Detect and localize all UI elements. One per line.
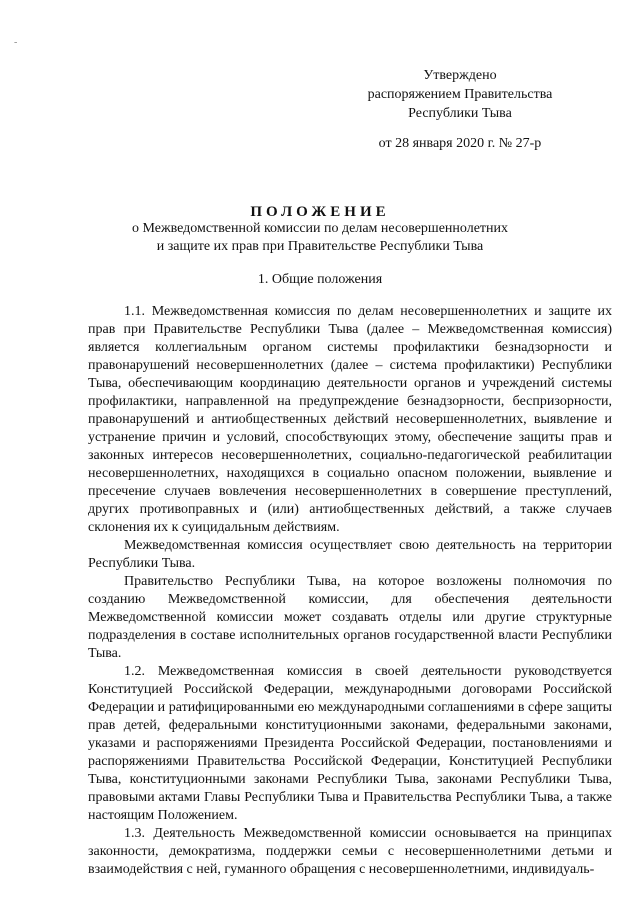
paragraph: 1.1. Межведомственная комиссия по делам несовершеннолетних и защите их прав при Правительстве Республики Тыва (далее – Межведомственная комиссия) является коллегиальным органом системы профилактики безнадзорности и правонарушений несовершеннолетних (далее – система профилактики) Республики Тыва, обеспечивающим координацию деятельности органов и учреждений системы профилактики, направленной на предупреждение безнадзорности, беспризорности, правонарушений и антиобщественных действий несовершеннолетних, выявление и устранение причин и условий, способствующих этому, обеспечение защиты прав и законных интересов несовершеннолетних, социально-педагогической реабилитации несовершеннолетних, находящихся в социально опасном положении, выявление и пресечение случаев вовлечения несовершеннолетних в совершение преступлений, других противоправных и (или) антиобщественных действий, а также случаев склонения их к суицидальным действиям.	[88, 304, 612, 535]
subtitle-line-1: о Межведомственной комиссии по делам несовершеннолетних	[131, 221, 509, 236]
paragraph: 1.3. Деятельность Межведомственной комиссии основывается на принципах законности, демократизма, поддержки семьи с несовершеннолетними детьми и взаимодействия с ней, гуманного обращения с несовершеннолетними, индивидуаль-	[88, 826, 612, 877]
approval-line-3: Республики Тыва	[408, 106, 512, 121]
document-body	[88, 303, 612, 879]
approval-block	[330, 66, 590, 153]
document-subtitle	[0, 220, 640, 256]
document-title: ПОЛОЖЕНИЕ	[250, 204, 390, 220]
paragraph: Правительство Республики Тыва, на которое возложены полномочия по созданию Межведомственной комиссии, для обеспечения деятельности Межведомственной комиссии может создавать отделы или другие структурные подразделения в составе исполнительных органов государственной власти Республики Тыва.	[88, 574, 612, 661]
paragraph: 1.2. Межведомственная комиссия в своей деятельности руководствуется Конституцией Российской Федерации, международными договорами Российской Федерации и ратифицированными ею международными соглашениями в сфере защиты прав детей, федеральными конституционными законами, федеральными законами, указами и распоряжениями Президента Российской Федерации, постановлениями и распоряжениями Правительства Российской Федерации, Конституцией Республики Тыва, конституционными законами Республики Тыва, законами Республики Тыва, правовыми актами Главы Республики Тыва и Правительства Республики Тыва, а также настоящим Положением.	[88, 664, 612, 823]
approval-date: от 28 января 2020 г. № 27-р	[378, 136, 542, 151]
approval-line-2: распоряжением Правительства	[367, 87, 553, 102]
subtitle-line-2: и защите их прав при Правительстве Республики Тыва	[156, 239, 484, 254]
scan-mark: -	[14, 37, 18, 48]
approval-line-1: Утверждено	[423, 68, 497, 83]
paragraph: Межведомственная комиссия осуществляет свою деятельность на территории Республики Тыва.	[88, 538, 612, 571]
section-heading: 1. Общие положения	[257, 272, 383, 287]
